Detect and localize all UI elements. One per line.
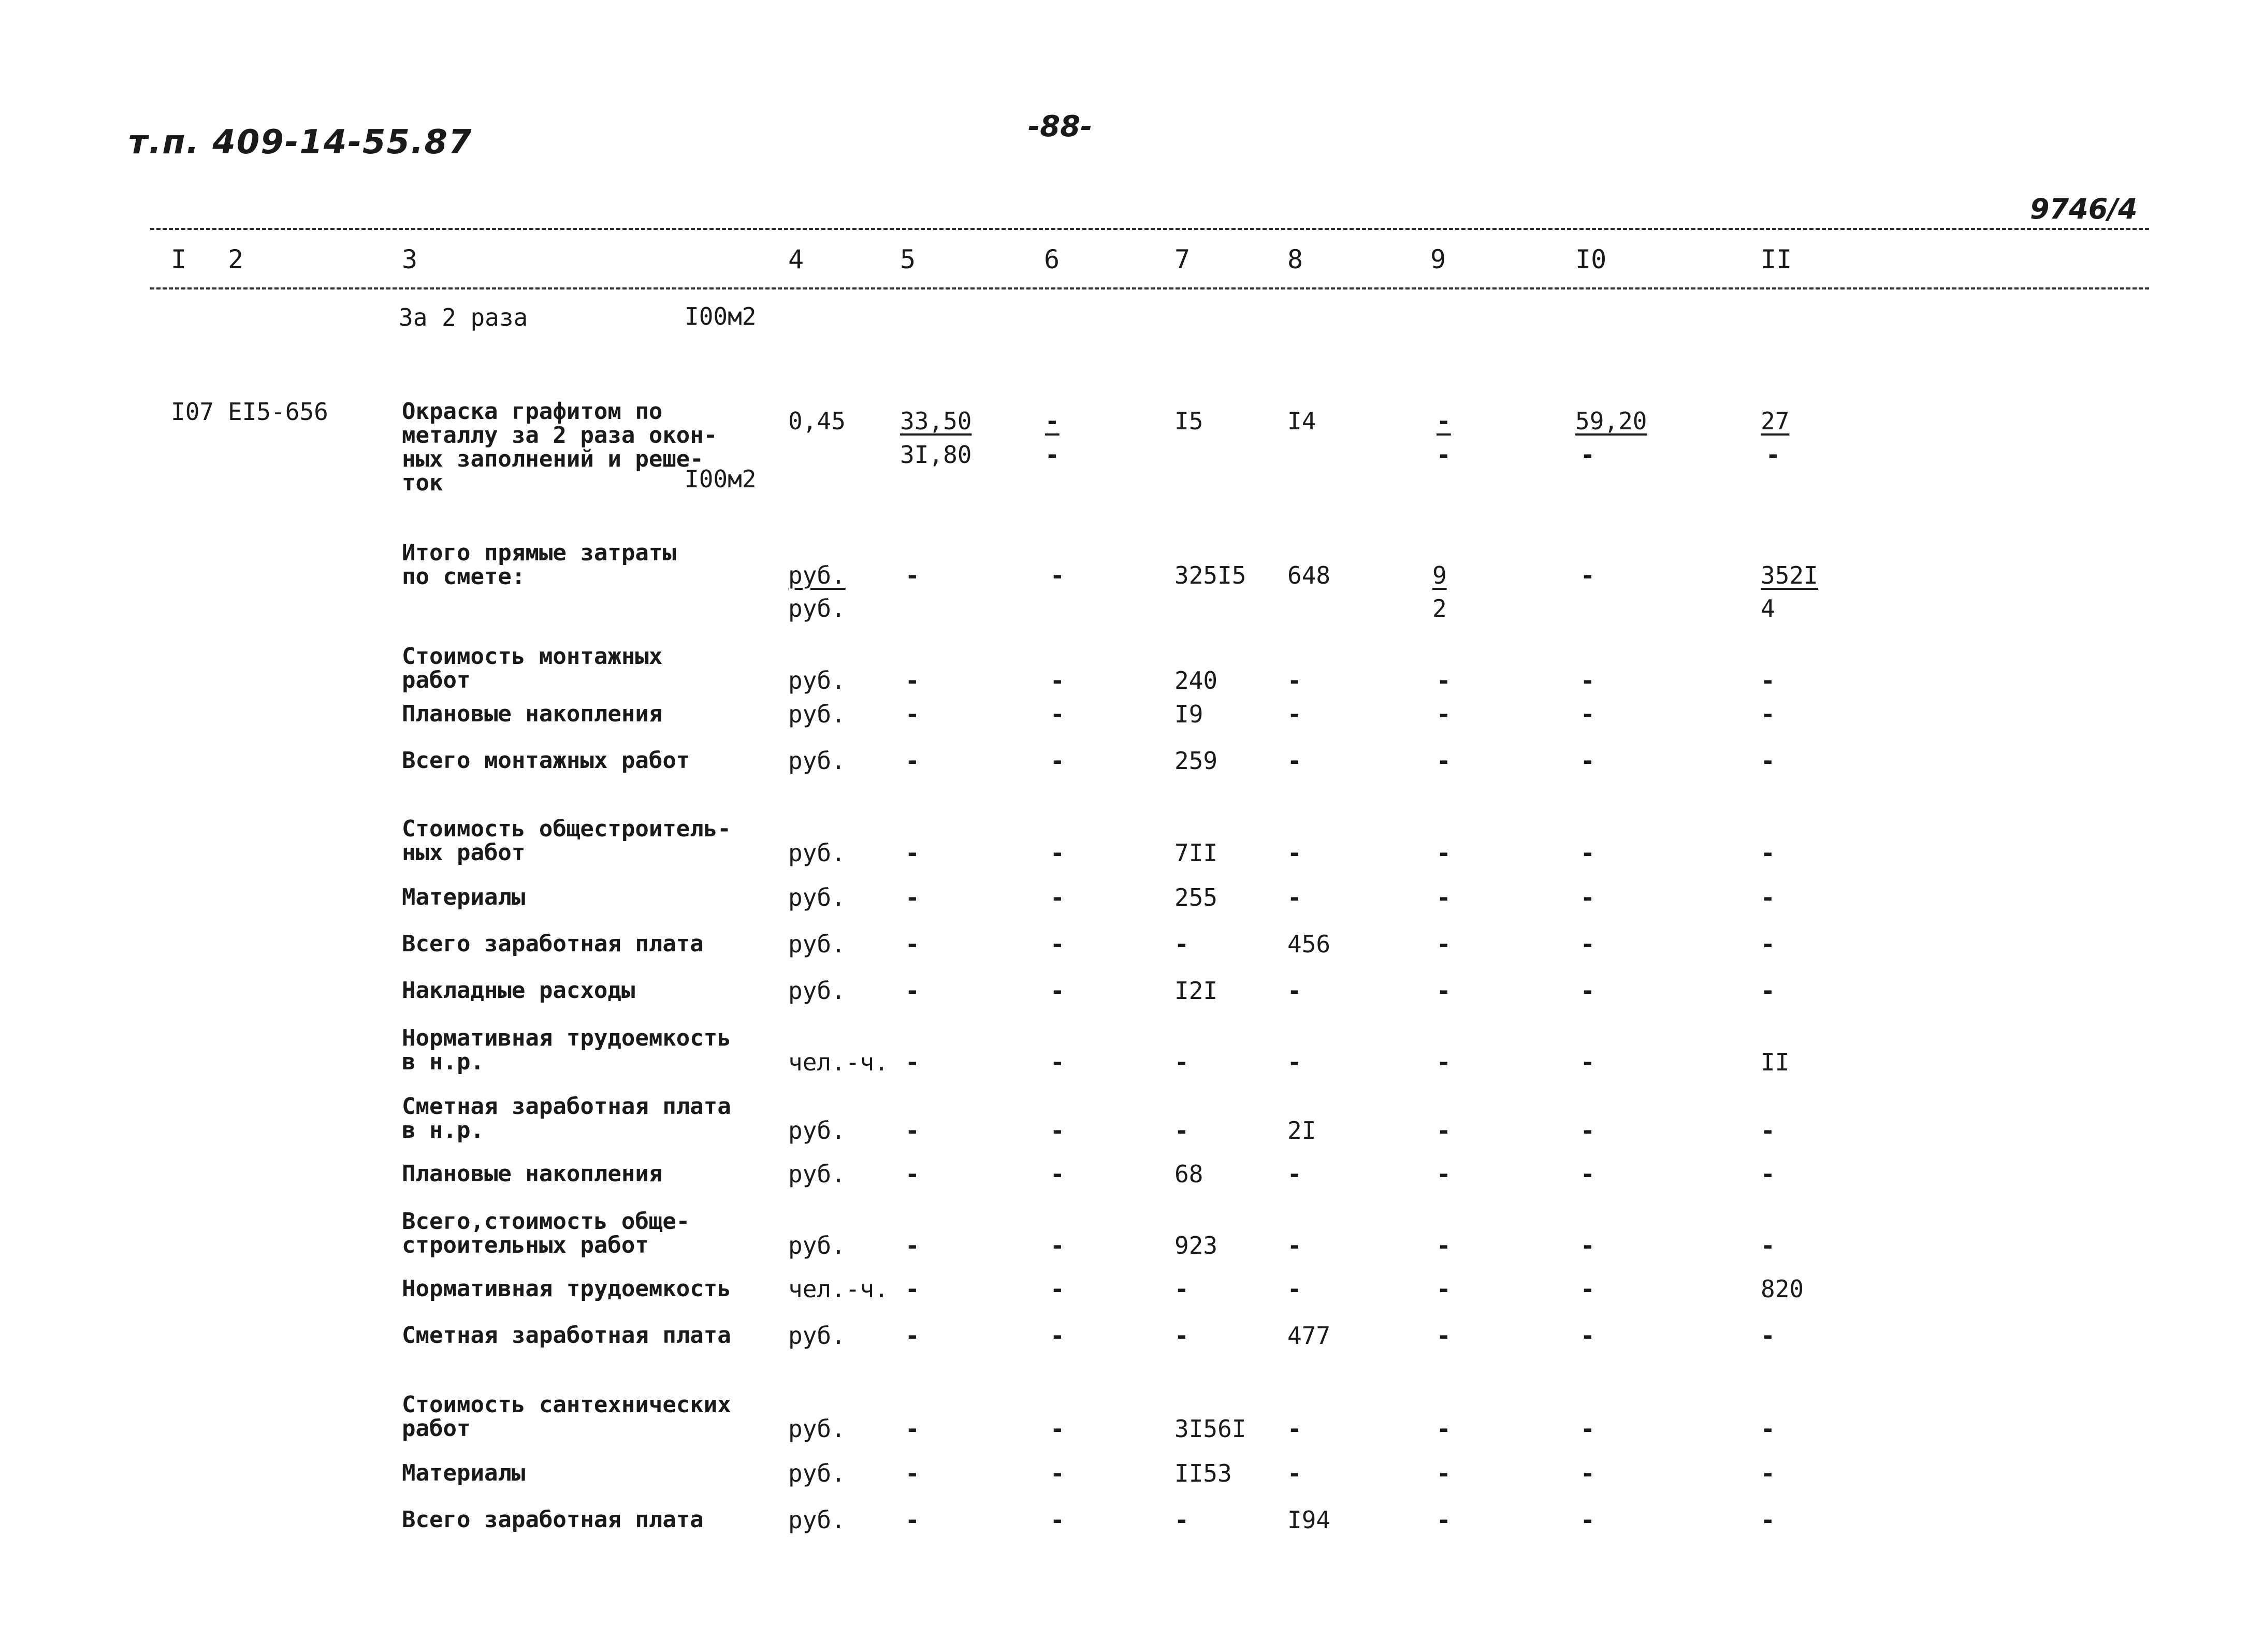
row-unit: руб. [788,839,846,867]
row-description: Стоимость монтажных работ [402,643,663,693]
row-c6: - [1050,839,1065,867]
column-header-3: 3 [402,244,418,274]
item-code: EI5-656 [228,398,328,426]
row-c7: - [1174,930,1189,958]
row-c10: - [1580,1117,1595,1144]
row-c7: 240 [1174,666,1218,694]
row-c6: - [1050,1415,1065,1443]
row-c8: - [1287,1415,1302,1443]
row-description: Стоимость общестроитель- ных работ [402,816,731,866]
column-header-5: 5 [900,244,916,274]
item-col6-bottom: - [1045,441,1060,469]
row-c5: - [905,1160,920,1188]
row-c6: - [1050,666,1065,694]
row-description: Стоимость сантехнических работ [402,1392,731,1442]
column-header-4: 4 [788,244,804,274]
row-c9: - [1437,1231,1451,1259]
row-c5: - [905,977,920,1005]
row-c7: II53 [1174,1459,1232,1487]
row-unit: руб. [788,747,846,775]
row-c7: 255 [1174,883,1218,911]
row-c11: II [1761,1048,1790,1076]
column-header-8: 8 [1287,244,1303,274]
row-c9: - [1437,1459,1451,1487]
row-c7: - [1174,1275,1189,1303]
row-unit: руб. [788,1459,846,1487]
row-c10: - [1580,747,1595,775]
total-unit-top: руб. [788,561,846,589]
row-c10: - [1580,1160,1595,1188]
row-c6: - [1050,883,1065,911]
row-c9: - [1437,1160,1451,1188]
item-col9-top: - [1437,407,1451,435]
column-header-7: 7 [1174,244,1191,274]
row-c7: 3I56I [1174,1415,1246,1443]
row-c7: I9 [1174,700,1203,728]
sheet-number: 9746/4 [2030,193,2138,225]
row-c9: - [1437,839,1451,867]
intro-unit: I00м2 [685,302,757,330]
row-c8: - [1287,1231,1302,1259]
document-code: т.п. 409-14-55.87 [128,123,473,162]
row-c9: - [1437,883,1451,911]
row-c5: - [905,1231,920,1259]
row-description: Материалы [402,1460,526,1486]
row-c10: - [1580,666,1595,694]
row-c9: - [1437,700,1451,728]
total-description: Итого прямые затраты по смете: [402,540,676,590]
item-col5-bottom: 3I,80 [900,441,972,469]
row-c6: - [1050,1322,1065,1350]
row-c6: - [1050,1160,1065,1188]
row-c8: 477 [1287,1322,1331,1350]
row-c10: - [1580,1415,1595,1443]
row-description: Нормативная трудоемкость в н.р. [402,1025,731,1075]
row-c11: - [1761,1322,1775,1350]
row-description: Плановые накопления [402,701,663,727]
item-col7: I5 [1174,407,1203,435]
row-c9: - [1437,1117,1451,1144]
row-c6: - [1050,977,1065,1005]
row-description: Сметная заработная плата в н.р. [402,1093,731,1143]
row-c5: - [905,883,920,911]
row-c6: - [1050,1231,1065,1259]
row-c5: - [905,1117,920,1144]
row-c7: - [1174,1322,1189,1350]
total-col10: - [1580,561,1595,589]
row-c6: - [1050,1459,1065,1487]
total-col5: - [905,561,920,589]
row-description: Материалы [402,884,526,910]
row-c10: - [1580,1506,1595,1534]
row-c5: - [905,666,920,694]
item-col5-top: 33,50 [900,407,972,435]
row-c5: - [905,1506,920,1534]
item-unit: I00м2 [685,465,757,493]
row-c11: - [1761,930,1775,958]
row-unit: руб. [788,883,846,911]
row-unit: руб. [788,1117,846,1144]
row-unit: руб. [788,1160,846,1188]
row-c5: - [905,1322,920,1350]
row-description: Сметная заработная плата [402,1322,731,1349]
row-c9: - [1437,1322,1451,1350]
row-unit: руб. [788,930,846,958]
row-c11: - [1761,1506,1775,1534]
item-col11-top: 27 [1761,407,1790,435]
item-col10-bottom: - [1580,441,1595,469]
row-c10: - [1580,1275,1595,1303]
row-c9: - [1437,977,1451,1005]
row-c5: - [905,1275,920,1303]
item-description: Окраска графитом по металлу за 2 раза окон- ных заполнений и реше- ток [402,398,718,496]
header-bottom-rule [150,287,2149,289]
column-header-2: 2 [228,244,244,274]
row-description: Накладные расходы [402,977,635,1004]
table-top-rule [150,228,2149,230]
row-c11: - [1761,1117,1775,1144]
column-header-11: II [1761,244,1792,274]
row-c11: - [1761,747,1775,775]
total-col8: 648 [1287,561,1331,589]
row-description: Всего заработная плата [402,1506,704,1533]
row-c8: - [1287,1160,1302,1188]
item-col6-top: - [1045,407,1060,435]
row-c7: 68 [1174,1160,1203,1188]
item-col8: I4 [1287,407,1316,435]
row-c11: 820 [1761,1275,1804,1303]
row-c10: - [1580,1048,1595,1076]
column-header-10: I0 [1575,244,1607,274]
page-number: -88- [1028,110,1093,143]
total-col9-bottom: 2 [1432,595,1447,622]
intro-text: За 2 раза [399,303,528,331]
column-header-6: 6 [1044,244,1060,274]
row-c7: I2I [1174,977,1218,1005]
row-unit: руб. [788,1231,846,1259]
row-c7: 7II [1174,839,1218,867]
row-c11: - [1761,1415,1775,1443]
row-c11: - [1761,700,1775,728]
row-c7: 259 [1174,747,1218,775]
row-unit: руб. [788,666,846,694]
item-col10-top: 59,20 [1575,407,1647,435]
row-c11: - [1761,1160,1775,1188]
row-unit: руб. [788,977,846,1005]
row-c11: - [1761,883,1775,911]
row-c9: - [1437,747,1451,775]
row-c5: - [905,1048,920,1076]
column-header-1: I [171,244,187,274]
row-c5: - [905,839,920,867]
item-quantity: 0,45 [788,407,846,435]
row-unit: руб. [788,1506,846,1534]
row-c11: - [1761,1231,1775,1259]
row-c6: - [1050,747,1065,775]
row-c7: - [1174,1506,1189,1534]
row-c7: 923 [1174,1231,1218,1259]
row-c8: - [1287,977,1302,1005]
row-c8: I94 [1287,1506,1331,1534]
row-description: Всего заработная плата [402,931,704,957]
row-unit: руб. [788,1415,846,1443]
row-c6: - [1050,1275,1065,1303]
row-c6: - [1050,1048,1065,1076]
row-c10: - [1580,883,1595,911]
row-c9: - [1437,1275,1451,1303]
row-c6: - [1050,930,1065,958]
row-c10: - [1580,930,1595,958]
row-c8: - [1287,1459,1302,1487]
row-c10: - [1580,700,1595,728]
row-c9: - [1437,1048,1451,1076]
row-c9: - [1437,666,1451,694]
row-c8: - [1287,747,1302,775]
row-c10: - [1580,1459,1595,1487]
row-c11: - [1761,1459,1775,1487]
total-col9-top: 9 [1432,561,1447,589]
total-col7: 325I5 [1174,561,1246,589]
row-description: Всего монтажных работ [402,747,690,774]
item-col9-bottom: - [1437,441,1451,469]
row-c8: - [1287,1048,1302,1076]
row-unit: руб. [788,700,846,728]
row-c8: - [1287,839,1302,867]
row-c10: - [1580,1322,1595,1350]
row-c5: - [905,747,920,775]
item-col11-bottom: - [1766,441,1780,469]
row-c11: - [1761,977,1775,1005]
column-header-9: 9 [1430,244,1446,274]
row-description: Плановые накопления [402,1161,663,1187]
row-c5: - [905,930,920,958]
row-c10: - [1580,1231,1595,1259]
row-c7: - [1174,1048,1189,1076]
row-c11: - [1761,839,1775,867]
row-c8: - [1287,666,1302,694]
row-unit: руб. [788,1322,846,1350]
row-c7: - [1174,1117,1189,1144]
row-c8: 2I [1287,1117,1316,1144]
row-c8: - [1287,700,1302,728]
total-col11-bottom: 4 [1761,595,1775,622]
row-unit: чел.-ч. [788,1048,889,1076]
row-c6: - [1050,1117,1065,1144]
total-unit-bottom: руб. [788,595,846,622]
row-c5: - [905,1415,920,1443]
row-c6: - [1050,1506,1065,1534]
row-c11: - [1761,666,1775,694]
row-description: Нормативная трудоемкость [402,1276,731,1302]
row-unit: чел.-ч. [788,1275,889,1303]
total-col11-top: 352I [1761,561,1818,589]
row-c5: - [905,1459,920,1487]
total-col6: - [1050,561,1065,589]
row-c8: - [1287,1275,1302,1303]
row-c6: - [1050,700,1065,728]
row-c8: - [1287,883,1302,911]
row-c5: - [905,700,920,728]
row-description: Всего,стоимость обще- строительных работ [402,1208,690,1258]
row-c9: - [1437,930,1451,958]
row-c8: 456 [1287,930,1331,958]
row-c9: - [1437,1506,1451,1534]
row-c10: - [1580,839,1595,867]
item-number: I07 [171,398,214,426]
row-c10: - [1580,977,1595,1005]
row-c9: - [1437,1415,1451,1443]
